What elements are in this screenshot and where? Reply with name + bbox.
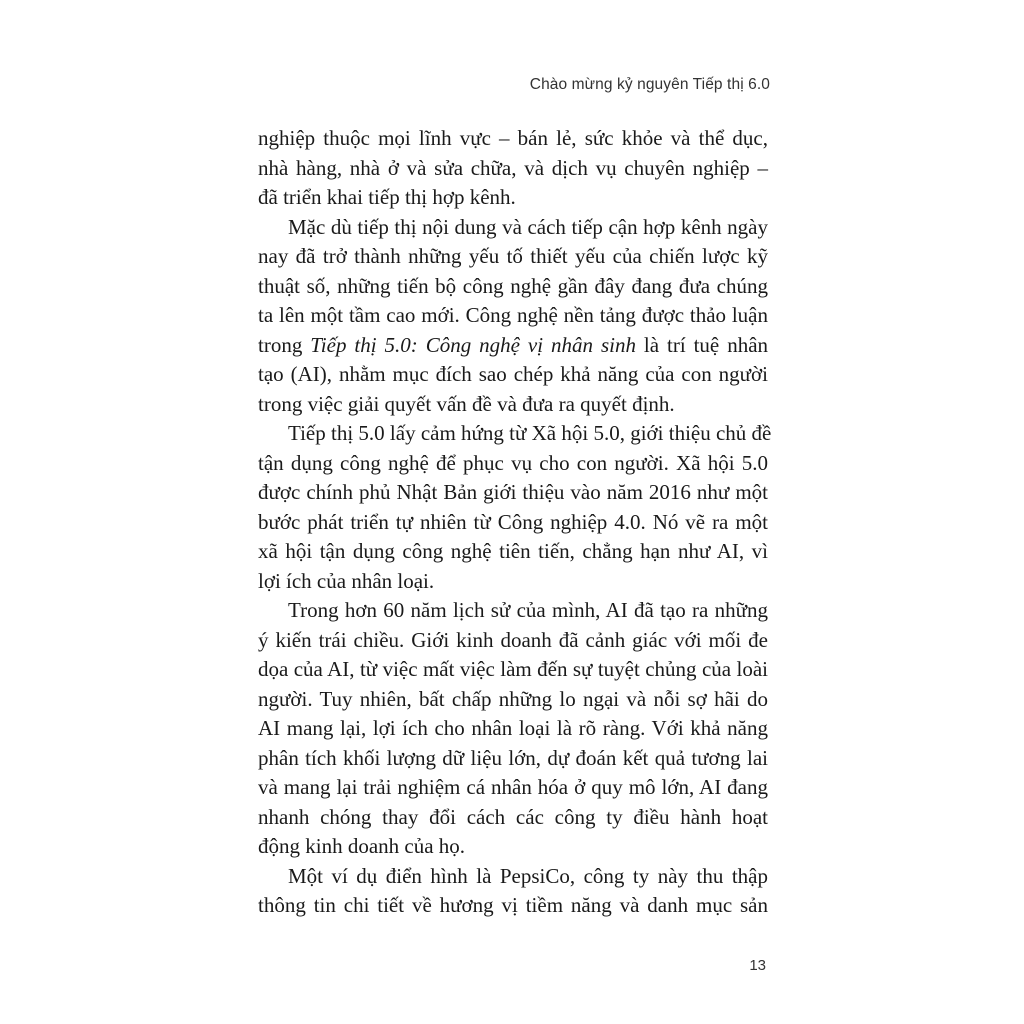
text-line: nhà hàng, nhà ở và sửa chữa, và dịch vụ chuyên nghiệp – [258, 155, 768, 180]
text-line: ta lên một tầm cao mới. Công nghệ nền tảng được thảo luận [258, 303, 768, 327]
text-line: thông tin chi tiết về hương vị tiềm năng và danh mục sản [258, 893, 768, 917]
text-line: Trong hơn 60 năm lịch sử của mình, AI đã tạo ra những [288, 598, 768, 622]
text-line: bước phát triển tự nhiên từ Công nghiệp 4.0. Nó vẽ ra một [258, 509, 768, 534]
text-line: nay đã trở thành những yếu tố thiết yếu của chiến lược kỹ [258, 244, 768, 268]
text-line: xã hội tận dụng công nghệ tiên tiến, chẳng hạn như AI, vì [258, 539, 768, 563]
text-line: và mang lại trải nghiệm cá nhân hóa ở quy mô lớn, AI đang [258, 775, 768, 799]
text-line: dọa của AI, từ việc mất việc làm đến sự tuyệt chủng của loài [258, 657, 768, 681]
text-line: Mặc dù tiếp thị nội dung và cách tiếp cận hợp kênh ngày [288, 214, 768, 239]
text-line: lợi ích của nhân loại. [258, 568, 435, 593]
text-segment: là trí tuệ nhân [635, 332, 769, 357]
text-line: tận dụng công nghệ để phục vụ cho con người. Xã hội 5.0 [258, 450, 768, 475]
running-header: Chào mừng kỷ nguyên Tiếp thị 6.0 [529, 76, 770, 93]
book-title-italic: Tiếp thị 5.0: Công nghệ vị nhân sinh [310, 332, 636, 357]
text-line: được chính phủ Nhật Bản giới thiệu vào năm 2016 như một [258, 480, 768, 504]
text-line: thuật số, những tiến bộ công nghệ gần đây đang đưa chúng [258, 273, 768, 298]
body-text [258, 124, 772, 921]
text-line: AI mang lại, lợi ích cho nhân loại là rõ ràng. Với khả năng [258, 716, 768, 740]
page-number: 13 [749, 957, 766, 974]
text-line: động kinh doanh của họ. [258, 834, 466, 858]
text-line: ý kiến trái chiều. Giới kinh doanh đã cảnh giác với mối đe [258, 627, 768, 652]
text-line-with-italic-title [258, 331, 768, 361]
text-line: Một ví dụ điển hình là PepsiCo, công ty này thu thập [288, 863, 768, 888]
text-line: nhanh chóng thay đổi cách các công ty điều hành hoạt [258, 804, 768, 829]
text-line: tạo (AI), nhằm mục đích sao chép khả năng của con người [258, 362, 768, 386]
text-line: người. Tuy nhiên, bất chấp những lo ngại và nỗi sợ hãi do [258, 686, 768, 711]
text-line: nghiệp thuộc mọi lĩnh vực – bán lẻ, sức khỏe và thể dục, [258, 126, 768, 150]
text-line: trong việc giải quyết vấn đề và đưa ra quyết định. [258, 391, 675, 416]
text-line: phân tích khối lượng dữ liệu lớn, dự đoán kết quả tương lai [258, 745, 768, 770]
text-line: Tiếp thị 5.0 lấy cảm hứng từ Xã hội 5.0, giới thiệu chủ đề [288, 421, 772, 445]
text-line: đã triển khai tiếp thị hợp kênh. [258, 185, 516, 209]
text-segment: trong [258, 332, 311, 357]
